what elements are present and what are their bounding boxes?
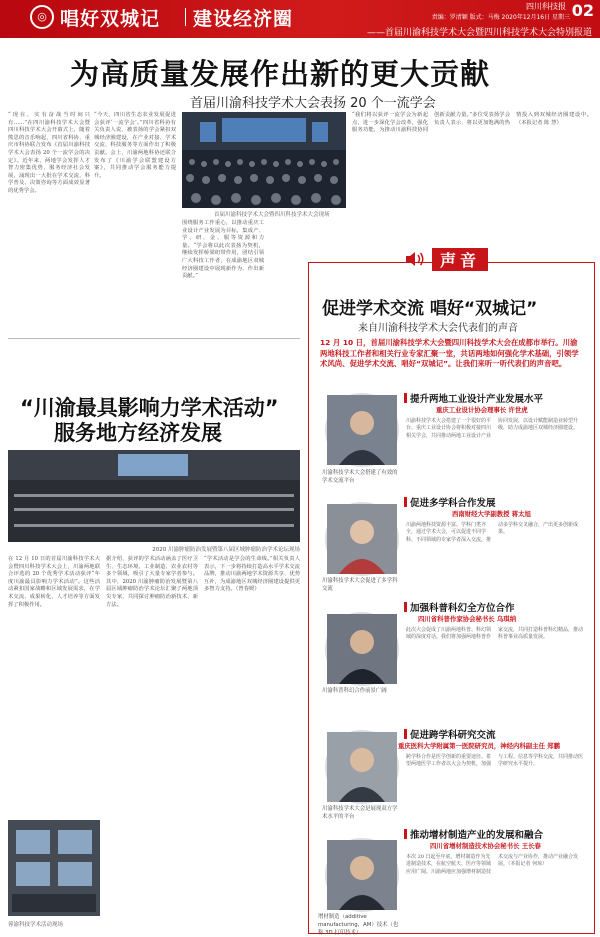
second-col-1: 在 12 月 10 日的首届川渝科技学术大会暨四川科技学术大会上，川渝两地联合评选的 20 个优秀学术活动获评“年度川渝最具影响力学术活动”。这些活动紧扣国家战略和区域发展需求，在学术交流、成果转化、人才培养等方面发挥了积极作用。 bbox=[8, 556, 100, 608]
second-photo bbox=[8, 450, 300, 542]
divider bbox=[8, 338, 300, 339]
voice-title: 促进跨学科研究交流 bbox=[410, 730, 496, 741]
voice-caption: 川渝科技学术大会搭建了有效的学术交流平台 bbox=[322, 470, 398, 484]
second-headline-line-1: “川渝最具影响力学术活动” bbox=[20, 396, 279, 420]
accent-bar bbox=[404, 829, 407, 839]
speaker-photo bbox=[325, 502, 399, 576]
speaker-photo bbox=[325, 838, 399, 912]
voice-caption: 增材制造（additive manufacturing，AM）技术（也称 3D 打印技术） bbox=[318, 914, 399, 936]
speaker-icon bbox=[404, 250, 426, 268]
second-headline-line-2: 服务地方经济发展 bbox=[54, 421, 222, 445]
voice-text: 川渝科技学术大会搭建了一个很好的平台。重庆工业设计协会将积极对接四川相关学会，共同推动两地工业设计产业协同发展，以设计赋能制造业转型升级，助力成渝地区双城经济圈建设。 bbox=[406, 418, 579, 439]
main-col-4: “我们将以获评一流学会为新起点，进一步深化学会改革，强化服务功能，为推动川渝科技协同创新贡献力量。”多位受表扬学会负责人表示，将以更加饱满的热情投入到双城经济圈建设中。（本报记者 陈 慧） bbox=[352, 112, 592, 134]
accent-bar bbox=[404, 497, 407, 507]
voice-caption: 川渝科普科幻合作前景广阔 bbox=[322, 688, 387, 694]
voice-text: 本次 20 日起至年底，增材制造作为先进制造技术，在航空航天、医疗等领域应用广阔。川渝两地应加强增材制造技术交流与产业协作，推动产业融合发展。（本报记者 何琼） bbox=[406, 854, 579, 875]
second-photo-caption: 2020 川渝肿瘤防治发展暨第八届区域肿瘤防治学术论坛现场 bbox=[152, 547, 300, 553]
speaker-photo bbox=[325, 393, 399, 467]
section-title-a: 唱好双城记 bbox=[60, 8, 161, 30]
voices-label: 声音 bbox=[432, 248, 488, 271]
second-photo-2 bbox=[8, 820, 100, 916]
voice-title: 促进多学科合作发展 bbox=[410, 498, 496, 509]
newspaper-name: 四川科技报 bbox=[526, 2, 566, 11]
accent-bar bbox=[404, 729, 407, 739]
voice-speaker: 四川省科普作家协会秘书长 乌琪纳 bbox=[418, 615, 517, 623]
voice-text: 此次大会促成了川渝两地科普、科幻领域的深度对话。我们将加强两地科普作家交流，共同打造科普科幻精品，推动科普事业高质量发展。 bbox=[406, 627, 584, 641]
voices-headline: 促进学术交流 唱好“双城记” bbox=[322, 299, 538, 319]
voice-speaker: 重庆工业设计协会理事长 许世虎 bbox=[436, 406, 528, 414]
accent-bar bbox=[404, 393, 407, 403]
header-subtitle: ——首届川渝科技学术大会暨四川科技学术大会特别报道 bbox=[366, 28, 592, 38]
voice-caption: 川渝科技学术大会是展现双方学术水平的平台 bbox=[322, 806, 398, 820]
main-col-2: “今天，四川省生态农业发展促进会获评‘一流学会’。”四川省科协有关负责人说，被表扬的学会紧扣双城经济圈建设，在产业对接、学术交流、科技服务等方面作出了积极贡献。会上，川渝两地科协还联合发布了《川渝学会联盟建设方案》，共同推动学会服务能力提升。 bbox=[94, 112, 176, 179]
main-subhead: 首届川渝科技学术大会表扬 20 个一流学会 bbox=[190, 96, 436, 111]
voices-subhead: 来自川渝科技学术大会代表们的声音 bbox=[358, 323, 518, 334]
main-photo-caption: 首届川渝科技学术大会暨四川科技学术大会现场 bbox=[214, 212, 330, 218]
speaker-photo bbox=[325, 730, 399, 804]
page-number: 02 bbox=[571, 1, 594, 20]
main-headline: 为高质量发展作出新的更大贡献 bbox=[70, 57, 491, 91]
voice-text: 川渝两地科技资源丰富、学科门类齐全，通过学术大会，可以促进不同学科、不同领域的专家学者深入交流，推动多学科交叉融合，产出更多创新成果。 bbox=[406, 522, 579, 543]
voice-text: 跨学科合作是医学创新的重要途径。希望两地医学工作者以大会为契机，加强与工程、信息等学科交流，共同推动医学研究水平提升。 bbox=[406, 754, 584, 768]
accent-bar bbox=[404, 602, 407, 612]
second-col-3: “学术活动是学会的生命线。”相关负责人表示，下一步将持续打造高水平学术交流品牌，推动川渝两地学术资源共享、优势互补，为成渝地区双城经济圈建设提供更多智力支持。（曾春媛） bbox=[204, 556, 300, 593]
issue-meta: 责编：罗清颖 版式：马梅 2020年12月16日 星期三 bbox=[431, 14, 570, 21]
voice-speaker: 西南财经大学副教授 蒋太旭 bbox=[452, 510, 531, 518]
voice-title: 提升两地工业设计产业发展水平 bbox=[410, 394, 544, 405]
main-col-3: 围绕服务工作重心，以推动重庆工业设计产业发展为目标，集成产、学、研、金、服等资源和力量。“学会将以此次表扬为契机，继续发挥桥梁纽带作用，团结引领广大科技工作者，在成渝地区双城经济圈建设中展现新作为、作出新贡献。” bbox=[182, 220, 264, 280]
voice-speaker: 重庆医科大学附属第一医院研究员，神经内科副主任 郑鹏 bbox=[398, 742, 560, 750]
header-divider bbox=[185, 8, 186, 26]
voice-title: 推动增材制造产业的发展和融合 bbox=[410, 830, 544, 841]
second-col-2: 据介绍，获评的学术活动涵盖了医疗卫生、生态环境、工业制造、农业农村等多个领域，吸引了大量专家学者参与。其中，2020 川渝肿瘤防治发展暨第八届区域肿瘤防治学术论坛汇聚了两地顶尖专家，共同探讨肿瘤防治新技术、新方法。 bbox=[106, 556, 198, 608]
voice-caption: 川渝科技学术大会促进了多学科交流 bbox=[322, 578, 398, 592]
section-title-b: 建设经济圈 bbox=[193, 8, 294, 30]
speaker-photo bbox=[325, 612, 399, 686]
section-logo-icon: ◎ bbox=[30, 5, 54, 29]
voice-title: 加强科普科幻全方位合作 bbox=[410, 603, 515, 614]
main-photo bbox=[182, 112, 346, 208]
second-headline bbox=[20, 396, 279, 446]
second-photo-2-caption: 蓉渝科技学术活动现场 bbox=[8, 922, 64, 928]
main-col-1: “现在，实有奋战当时间只有……”在四川渝科技学术大会暨四川科技学术大会开幕式上，随着熊思的音乐响起，四川省科协、重庆市科协联合发布《首届川渝科技学术大会表扬 20 个一流学会的决定》。近年来，两地学会发挥人才智力密集优势，服务经济社会发展，涌现出一大批在学术交流、科学普及、决策咨询等方面成效显著的优秀学会。 bbox=[8, 112, 90, 194]
voices-lead: 12 月 10 日，首届川渝科技学术大会暨四川科技学术大会在成都市举行。川渝两地科技工作者和相关行业专家汇聚一堂，共话两地如何强化学术基础，引领学术风尚、促进学术交流、唱好“双城记”。让我们来听一听代表们的声音吧。 bbox=[320, 338, 579, 368]
voice-speaker: 四川省增材制造技术协会秘书长 王长春 bbox=[430, 842, 541, 850]
